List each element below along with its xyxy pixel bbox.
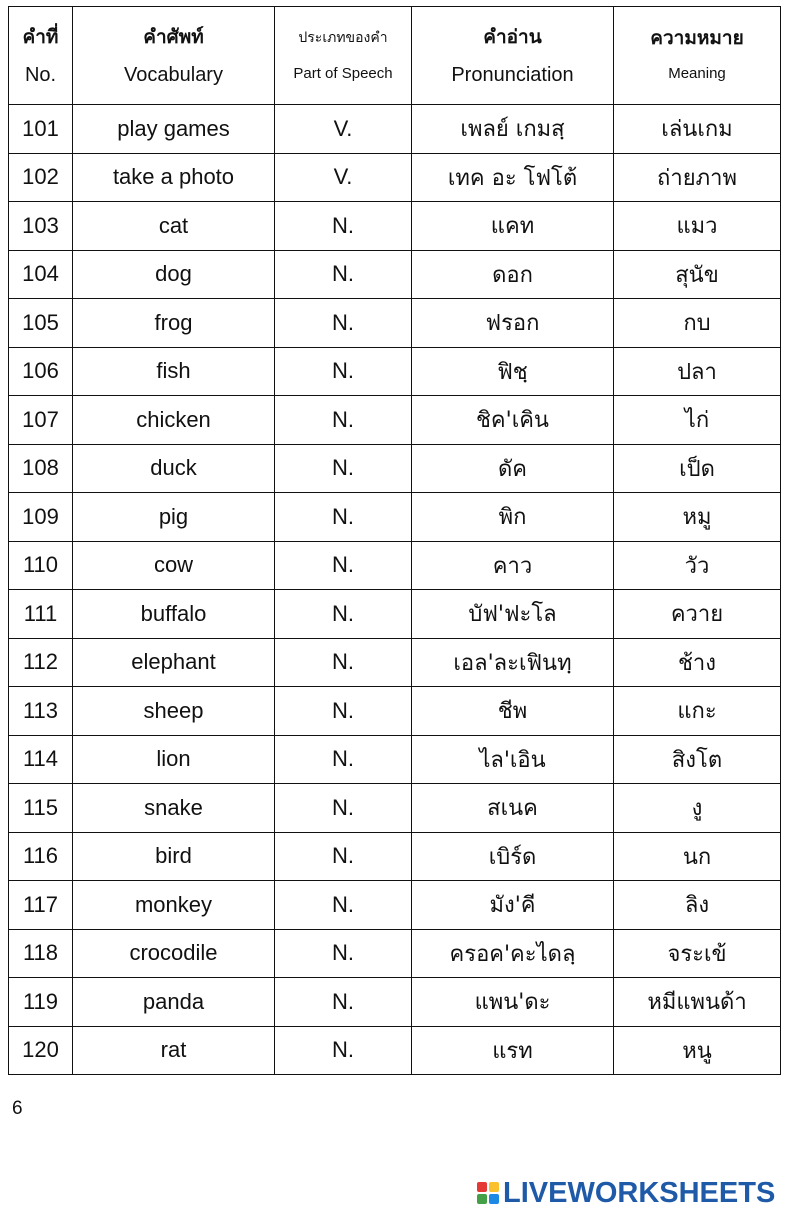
table-row [9, 444, 781, 493]
cell-meaning: แมว [614, 202, 781, 251]
cell-part-of-speech: N. [275, 832, 412, 881]
cell-part-of-speech: N. [275, 396, 412, 445]
cell-part-of-speech: N. [275, 299, 412, 348]
cell-meaning: นก [614, 832, 781, 881]
cell-vocabulary: crocodile [73, 929, 275, 978]
logo-square-blue [489, 1194, 499, 1204]
cell-number: 110 [9, 541, 73, 590]
cell-meaning: กบ [614, 299, 781, 348]
table-row [9, 978, 781, 1027]
header-no-english: No. [24, 63, 57, 86]
table-row [9, 541, 781, 590]
cell-meaning: หมู [614, 493, 781, 542]
cell-vocabulary: frog [73, 299, 275, 348]
cell-part-of-speech: N. [275, 493, 412, 542]
brand-logo [477, 1176, 775, 1210]
table-row [9, 784, 781, 833]
cell-meaning: ไก่ [614, 396, 781, 445]
table-row [9, 202, 781, 251]
header-vocabulary [73, 7, 275, 105]
cell-part-of-speech: N. [275, 347, 412, 396]
cell-vocabulary: cat [73, 202, 275, 251]
cell-meaning: สิงโต [614, 735, 781, 784]
cell-pronunciation: เบิร์ด [412, 832, 614, 881]
cell-pronunciation: มัง'คี [412, 881, 614, 930]
table-row [9, 493, 781, 542]
table-row [9, 153, 781, 202]
cell-number: 115 [9, 784, 73, 833]
cell-pronunciation: เพลย์ เกมสฺ [412, 105, 614, 154]
cell-meaning: สุนัข [614, 250, 781, 299]
table-row [9, 105, 781, 154]
table-row [9, 299, 781, 348]
cell-vocabulary: rat [73, 1026, 275, 1075]
cell-part-of-speech: N. [275, 250, 412, 299]
table-row [9, 590, 781, 639]
cell-pronunciation: แพน'ดะ [412, 978, 614, 1027]
table-row [9, 832, 781, 881]
cell-vocabulary: buffalo [73, 590, 275, 639]
table-row [9, 735, 781, 784]
cell-number: 114 [9, 735, 73, 784]
cell-number: 116 [9, 832, 73, 881]
cell-pronunciation: พิก [412, 493, 614, 542]
logo-square-green [477, 1194, 487, 1204]
cell-number: 111 [9, 590, 73, 639]
header-meaning-english: Meaning [668, 64, 726, 82]
cell-number: 102 [9, 153, 73, 202]
cell-number: 120 [9, 1026, 73, 1075]
cell-pronunciation: ฟิชฺ [412, 347, 614, 396]
cell-meaning: เป็ด [614, 444, 781, 493]
cell-vocabulary: take a photo [73, 153, 275, 202]
header-part-of-speech-english: Part of Speech [293, 64, 393, 82]
table-body [9, 105, 781, 1075]
cell-vocabulary: play games [73, 105, 275, 154]
cell-part-of-speech: N. [275, 202, 412, 251]
cell-part-of-speech: V. [275, 105, 412, 154]
cell-pronunciation: บัฟ'ฟะโล [412, 590, 614, 639]
cell-pronunciation: ครอค'คะไดลฺ [412, 929, 614, 978]
cell-part-of-speech: N. [275, 687, 412, 736]
cell-pronunciation: ไล'เอิน [412, 735, 614, 784]
cell-number: 108 [9, 444, 73, 493]
cell-meaning: งู [614, 784, 781, 833]
cell-vocabulary: fish [73, 347, 275, 396]
cell-pronunciation: ชิค'เคิน [412, 396, 614, 445]
cell-number: 113 [9, 687, 73, 736]
cell-meaning: ปลา [614, 347, 781, 396]
header-pronunciation [412, 7, 614, 105]
cell-vocabulary: lion [73, 735, 275, 784]
cell-part-of-speech: N. [275, 784, 412, 833]
cell-pronunciation: แคท [412, 202, 614, 251]
cell-pronunciation: ชีพ [412, 687, 614, 736]
cell-pronunciation: คาว [412, 541, 614, 590]
cell-vocabulary: elephant [73, 638, 275, 687]
cell-meaning: ลิง [614, 881, 781, 930]
cell-number: 109 [9, 493, 73, 542]
cell-pronunciation: ฟรอก [412, 299, 614, 348]
page-number: 6 [12, 1098, 23, 1119]
cell-vocabulary: sheep [73, 687, 275, 736]
cell-part-of-speech: V. [275, 153, 412, 202]
cell-part-of-speech: N. [275, 1026, 412, 1075]
header-no-thai: คำที่ [22, 25, 59, 48]
cell-part-of-speech: N. [275, 590, 412, 639]
cell-number: 117 [9, 881, 73, 930]
header-part-of-speech [275, 7, 412, 105]
liveworksheets-logo-icon [477, 1182, 499, 1204]
cell-vocabulary: cow [73, 541, 275, 590]
header-meaning [614, 7, 781, 105]
cell-pronunciation: ดัค [412, 444, 614, 493]
header-pronunciation-english: Pronunciation [451, 63, 574, 86]
cell-meaning: หนู [614, 1026, 781, 1075]
cell-pronunciation: แรท [412, 1026, 614, 1075]
cell-number: 112 [9, 638, 73, 687]
cell-number: 118 [9, 929, 73, 978]
logo-square-red [477, 1182, 487, 1192]
vocabulary-table [8, 6, 781, 1075]
cell-part-of-speech: N. [275, 735, 412, 784]
cell-number: 105 [9, 299, 73, 348]
cell-meaning: วัว [614, 541, 781, 590]
cell-number: 107 [9, 396, 73, 445]
table-row [9, 396, 781, 445]
table-row [9, 687, 781, 736]
cell-part-of-speech: N. [275, 444, 412, 493]
cell-vocabulary: chicken [73, 396, 275, 445]
cell-pronunciation: เอล'ละเฟินทฺ [412, 638, 614, 687]
cell-part-of-speech: N. [275, 978, 412, 1027]
header-meaning-thai: ความหมาย [650, 26, 744, 49]
cell-meaning: ควาย [614, 590, 781, 639]
table-header-row [9, 7, 781, 105]
cell-number: 104 [9, 250, 73, 299]
cell-vocabulary: monkey [73, 881, 275, 930]
cell-meaning: ช้าง [614, 638, 781, 687]
table-row [9, 929, 781, 978]
table-row [9, 250, 781, 299]
logo-square-yellow [489, 1182, 499, 1192]
header-pronunciation-thai: คำอ่าน [483, 25, 542, 48]
cell-pronunciation: ดอก [412, 250, 614, 299]
header-vocabulary-english: Vocabulary [124, 63, 223, 86]
cell-meaning: จระเข้ [614, 929, 781, 978]
cell-part-of-speech: N. [275, 881, 412, 930]
cell-part-of-speech: N. [275, 541, 412, 590]
table-row [9, 347, 781, 396]
table-row [9, 881, 781, 930]
cell-number: 119 [9, 978, 73, 1027]
cell-pronunciation: สเนค [412, 784, 614, 833]
header-vocabulary-thai: คำศัพท์ [143, 25, 204, 48]
table-row [9, 638, 781, 687]
cell-meaning: หมีแพนด้า [614, 978, 781, 1027]
cell-vocabulary: duck [73, 444, 275, 493]
header-no [9, 7, 73, 105]
cell-number: 101 [9, 105, 73, 154]
cell-vocabulary: bird [73, 832, 275, 881]
cell-number: 106 [9, 347, 73, 396]
header-part-of-speech-thai: ประเภทของคำ [298, 29, 388, 46]
cell-number: 103 [9, 202, 73, 251]
cell-vocabulary: snake [73, 784, 275, 833]
cell-meaning: ถ่ายภาพ [614, 153, 781, 202]
cell-part-of-speech: N. [275, 638, 412, 687]
cell-meaning: แกะ [614, 687, 781, 736]
cell-vocabulary: dog [73, 250, 275, 299]
cell-pronunciation: เทค อะ โฟโต้ [412, 153, 614, 202]
brand-name: LIVEWORKSHEETS [503, 1176, 776, 1209]
cell-vocabulary: pig [73, 493, 275, 542]
cell-meaning: เล่นเกม [614, 105, 781, 154]
cell-part-of-speech: N. [275, 929, 412, 978]
cell-vocabulary: panda [73, 978, 275, 1027]
table-row [9, 1026, 781, 1075]
